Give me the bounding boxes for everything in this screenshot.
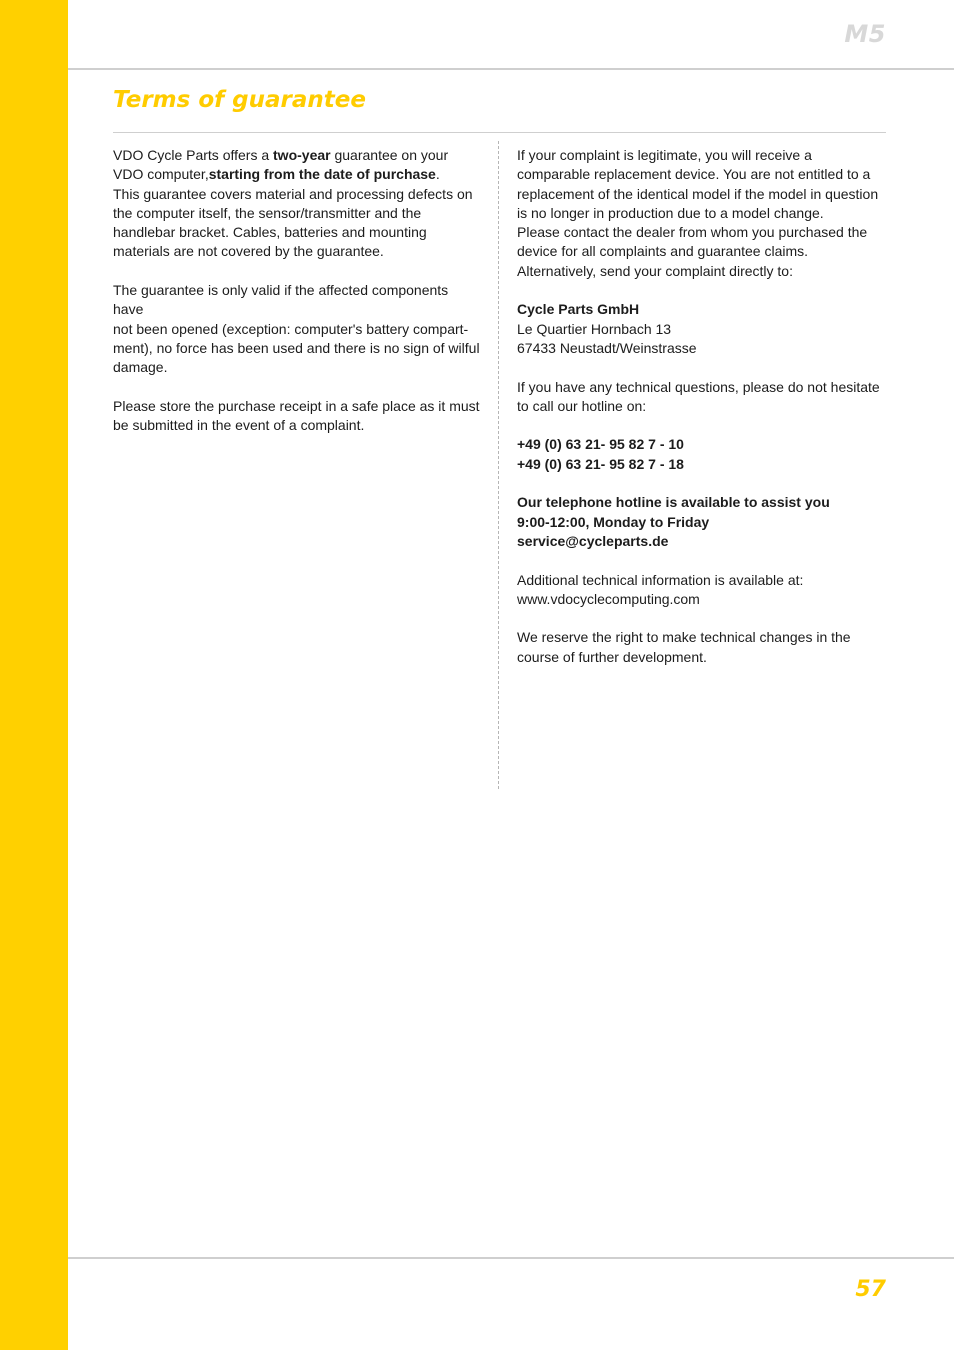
yellow-side-bar (0, 0, 68, 1350)
website-url: www.vdocyclecomputing.com (517, 590, 700, 607)
text-line: damage. (113, 359, 168, 376)
column-divider (498, 141, 499, 789)
footer-rule (68, 1257, 954, 1259)
hotline-hours (517, 493, 887, 551)
text-line: not been opened (exception: computer's battery compart- (113, 320, 469, 337)
phone-number: +49 (0) 63 21- 95 82 7 - 18 (517, 455, 684, 472)
text-line: The guarantee is only valid if the affected components have (113, 282, 449, 318)
text-line: ment), no force has been used and there is no sign of wilful (113, 339, 480, 356)
hours-line: Our telephone hotline is available to assist you (517, 494, 830, 511)
guarantee-intro-paragraph (113, 146, 481, 262)
text: Please contact the dealer from whom you purchased the device for all complaints and guarantee claims. Alternatively, send your complaint directly to: (517, 224, 868, 279)
bold-text: starting from the date of purchase (208, 166, 436, 183)
info-paragraph (517, 571, 887, 610)
text: If your complaint is legitimate, you will receive a comparable replacement device. You are not entitled to a replacement of the identical model if the model in question is no longer in production due to a model change. (517, 147, 879, 221)
phone-number: +49 (0) 63 21- 95 82 7 - 10 (517, 436, 684, 453)
company-name: Cycle Parts GmbH (517, 301, 640, 318)
text-line: Additional technical information is available at: (517, 571, 804, 588)
title-rule (113, 132, 886, 133)
hotline-intro-paragraph: If you have any technical questions, please do not hesitate to call our hotline on: (517, 378, 880, 414)
page-number: 57 (855, 1277, 886, 1302)
text: . (435, 166, 440, 183)
street: Le Quartier Hornbach 13 (517, 320, 672, 337)
right-column (517, 146, 887, 686)
address-block (517, 300, 887, 358)
text: VDO Cycle Parts offers a (113, 147, 274, 163)
service-email: service@cycleparts.de (517, 532, 669, 549)
hours-line: 9:00-12:00, Monday to Friday (517, 513, 710, 530)
text: This guarantee covers material and processing defects on the computer itself, the sensor/transmitter and the handlebar bracket. Cables, batteries and mounting materials are not covered by the guarantee. (113, 185, 473, 260)
phone-numbers (517, 435, 887, 474)
page-title: Terms of guarantee (113, 87, 366, 113)
validity-paragraph (113, 281, 481, 377)
header-rule (68, 68, 954, 70)
receipt-paragraph: Please store the purchase receipt in a safe place as it must be submitted in the event of a complaint. (113, 397, 480, 434)
reserve-paragraph: We reserve the right to make technical changes in the course of further development. (517, 629, 851, 665)
city: 67433 Neustadt/Weinstrasse (517, 339, 697, 356)
text: VDO computer, (113, 166, 209, 183)
complaint-paragraph (517, 146, 887, 281)
bold-text: two-year (273, 147, 331, 163)
left-column (113, 146, 481, 455)
text: guarantee on your (330, 147, 449, 163)
model-label: M5 (844, 20, 886, 48)
